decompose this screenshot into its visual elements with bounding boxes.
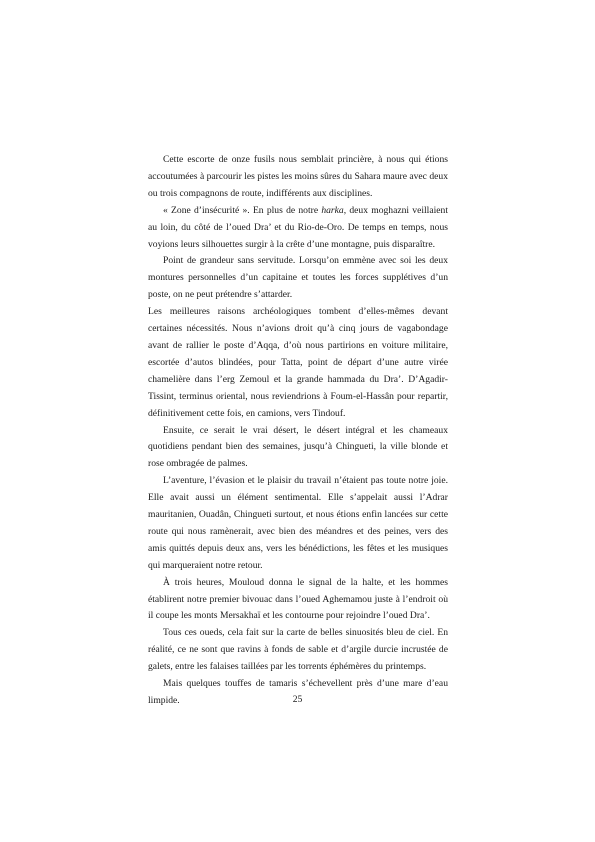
paragraph-text: Mais quelques touffes de tamaris s’échevellent près d’une mare d’eau limpide. [148,678,448,706]
paragraph [148,625,448,676]
paragraph [148,203,448,254]
paragraph [148,575,448,626]
paragraph [148,304,448,422]
paragraph-text: Cette escorte de onze fusils nous semblait princière, à nous qui étions accoutumées à parcourir les pistes les moins sûres du Sahara maure avec deux ou trois compagnons de route, indifférents aux disciplines. [148,154,448,199]
paragraph-text: « Zone d’insécurité ». En plus de notre [163,204,322,216]
paragraph-text: Les meilleures raisons archéologiques tombent d’elles-mêmes devant certaines nécessités. Nous n’avions droit qu’à cinq jours de vagabondage avant de rallier le poste d’Aqqa, d’où nous partirions en voiture militaire, escortée d’autos blindées, pour Tatta, point de départ d’une autre virée chamelière dans l’erg Zemoul et la grande hammada du Dra’. D’Agadir-Tissint, terminus oriental, nous reviendrions à Foum-el-Hassân pour repartir, définitivement cette fois, en camions, vers Tindouf. [148,306,448,419]
paragraph-text: Ensuite, ce serait le vrai désert, le désert intégral et les chameaux quotidiens pendant bien des semaines, jusqu’à Chingueti, la ville blonde et rose ombragée de palmes. [148,424,448,470]
paragraph-text: , deux moghazni veillaient au loin, du côté de l’oued Dra’ et du Rio-de-Oro. De temps en temps, nous voyions leurs silhouettes surgir à la crête d’une montagne, puis disparaître. [148,204,448,250]
paragraph-text: L’aventure, l’évasion et le plaisir du travail n’étaient pas toute notre joie. Elle avait aussi un élément sentimental. Elle s’appelait aussi l’Adrar mauritanien, Ouadân, Chingueti surtout, et nous étions enfin lancées sur cette route qui nous ramènerait, avec bien des méandres et des peines, vers des amis quittés depuis deux ans, vers les bénédictions, les fêtes et les musiques qui marqueraient notre retour. [148,475,448,571]
page-number: 25 [292,694,303,705]
paragraph [148,152,448,203]
paragraph [148,423,448,474]
body-text [148,152,448,710]
paragraph-text: À trois heures, Mouloud donna le signal de la halte, et les hommes établirent notre premier bivouac dans l’oued Aghemamou juste à l’endroit où il coupe les monts Mersakhaï et les contourne pour rejoindre l’oued Dra’. [148,576,448,622]
paragraph [148,473,448,574]
paragraph [148,253,448,304]
italic-term: harka [321,204,344,216]
paragraph-text: Point de grandeur sans servitude. Lorsqu’on emmène avec soi les deux montures personnelles d’un capitaine et toutes les forces supplétives d’un poste, on ne peut prétendre s’attarder. [148,255,448,301]
paragraph-text: Tous ces oueds, cela fait sur la carte de belles sinuosités bleu de ciel. En réalité, ce ne sont que ravins à fonds de sable et d’argile durcie incrustée de galets, entre les falaises taillées par les torrents éphémères du printemps. [148,627,448,673]
